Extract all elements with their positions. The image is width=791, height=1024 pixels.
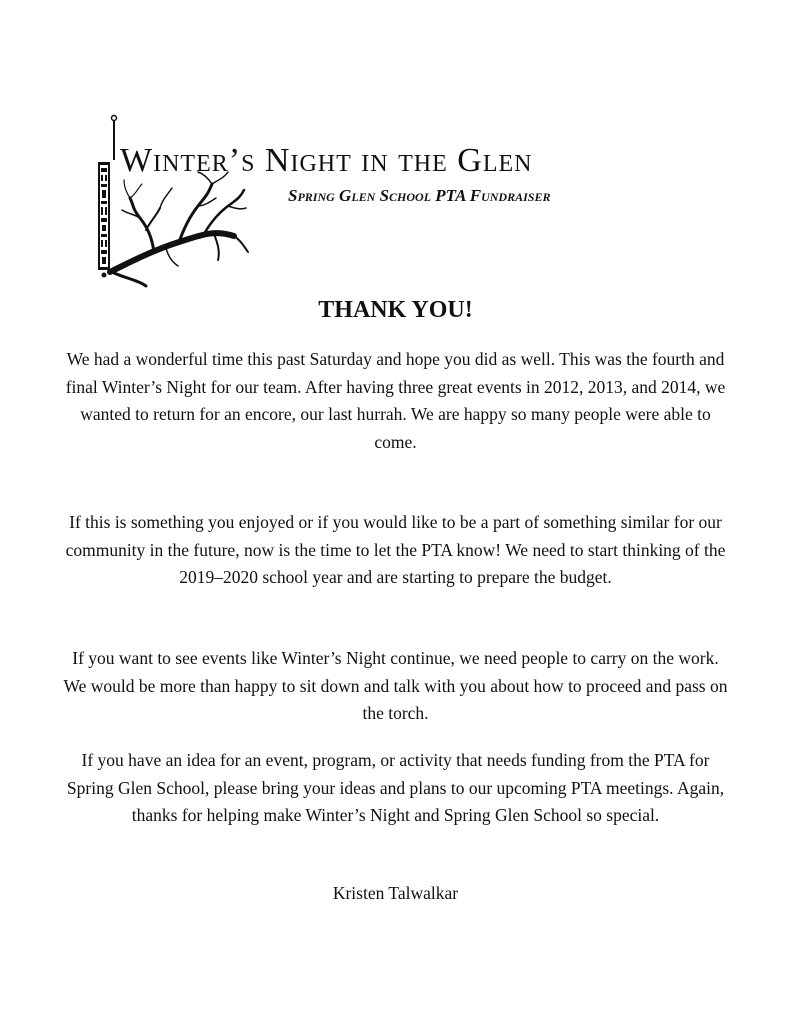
event-logo — [94, 110, 614, 290]
letter-signature: Kristen Talwalkar — [332, 883, 459, 903]
tree-branch-icon — [94, 110, 254, 290]
letter-heading: THANK YOU! — [318, 297, 473, 323]
logo-subtitle: Spring Glen School PTA Fundraiser — [288, 186, 551, 205]
letter-paragraph: If you have an idea for an event, program, or activity that needs funding from the PTA for Spring Glen School, please bring your ideas and plans to our upcoming PTA meetings. Again, thanks for helping make Winter’s Night and Spring Glen School so special. — [66, 750, 725, 825]
letter-paragraph: We had a wonderful time this past Saturday and hope you did as well. This was the fourth and final Winter’s Night for our team. After having three great events in 2012, 2013, and 2014, we wanted to return for an encore, our last hurrah. We are happy so many people were able to come. — [65, 349, 726, 452]
logo-title: Winter’s Night in the Glen — [120, 142, 533, 179]
letter-paragraph: If you want to see events like Winter’s Night continue, we need people to carry on the work. We would be more than happy to sit down and talk with you about how to proceed and pass on the torch. — [63, 648, 728, 723]
letter-paragraph: If this is something you enjoyed or if you would like to be a part of something similar for our community in the future, now is the time to let the PTA know! We need to start thinking of the 2019–2020 school year and are starting to prepare the budget. — [65, 512, 726, 587]
